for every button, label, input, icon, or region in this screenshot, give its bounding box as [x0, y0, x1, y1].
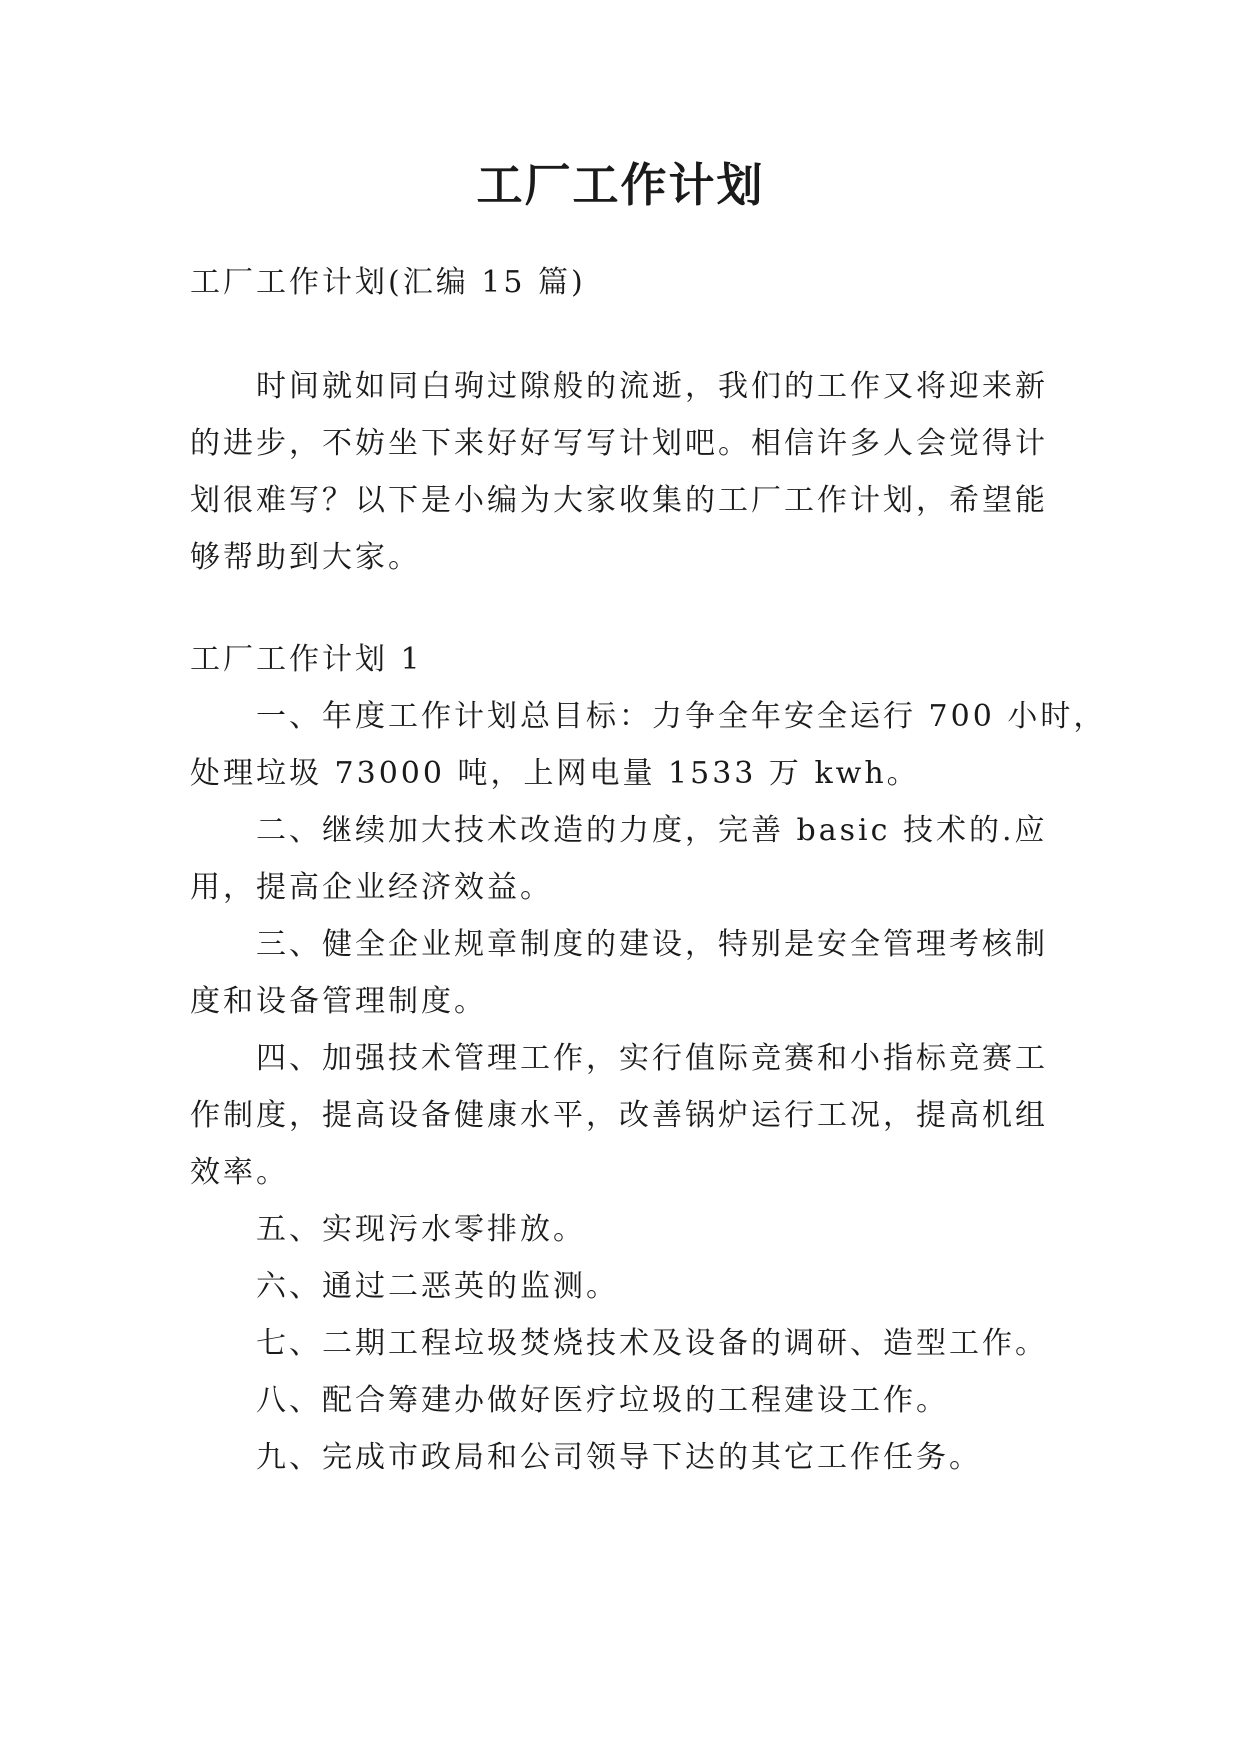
plan-item-1-line-2: 处理垃圾 73000 吨，上网电量 1533 万 kwh。: [190, 756, 920, 791]
plan-item-3-line-1: 三、健全企业规章制度的建设，特别是安全管理考核制: [256, 927, 1048, 962]
plan-item-2-line-2: 用，提高企业经济效益。: [190, 870, 553, 905]
plan-item-8: 八、配合筹建办做好医疗垃圾的工程建设工作。: [256, 1383, 949, 1418]
plan-item-3-line-2: 度和设备管理制度。: [190, 984, 487, 1019]
intro-line-2: 的进步，不妨坐下来好好写写计划吧。相信许多人会觉得计: [190, 426, 1048, 461]
intro-line-3: 划很难写？以下是小编为大家收集的工厂工作计划，希望能: [190, 483, 1048, 518]
intro-line-1: 时间就如同白驹过隙般的流逝，我们的工作又将迎来新: [256, 369, 1048, 404]
plan-item-6: 六、通过二恶英的监测。: [256, 1269, 619, 1304]
plan-item-4-line-3: 效率。: [190, 1155, 289, 1190]
plan-item-5: 五、实现污水零排放。: [256, 1212, 586, 1247]
document-subtitle: 工厂工作计划(汇编 15 篇): [190, 265, 586, 300]
intro-line-4: 够帮助到大家。: [190, 540, 421, 575]
document-title: 工厂工作计划: [476, 158, 765, 212]
plan-item-1-line-1: 一、年度工作计划总目标：力争全年安全运行 700 小时，: [256, 699, 1107, 734]
plan-item-4-line-2: 作制度，提高设备健康水平，改善锅炉运行工况，提高机组: [190, 1098, 1048, 1133]
plan-item-2-line-1: 二、继续加大技术改造的力度，完善 basic 技术的.应: [256, 813, 1048, 848]
section-heading: 工厂工作计划 1: [190, 642, 423, 677]
plan-item-9: 九、完成市政局和公司领导下达的其它工作任务。: [256, 1440, 982, 1475]
plan-item-7: 七、二期工程垃圾焚烧技术及设备的调研、造型工作。: [256, 1326, 1048, 1361]
plan-item-4-line-1: 四、加强技术管理工作，实行值际竞赛和小指标竞赛工: [256, 1041, 1048, 1076]
